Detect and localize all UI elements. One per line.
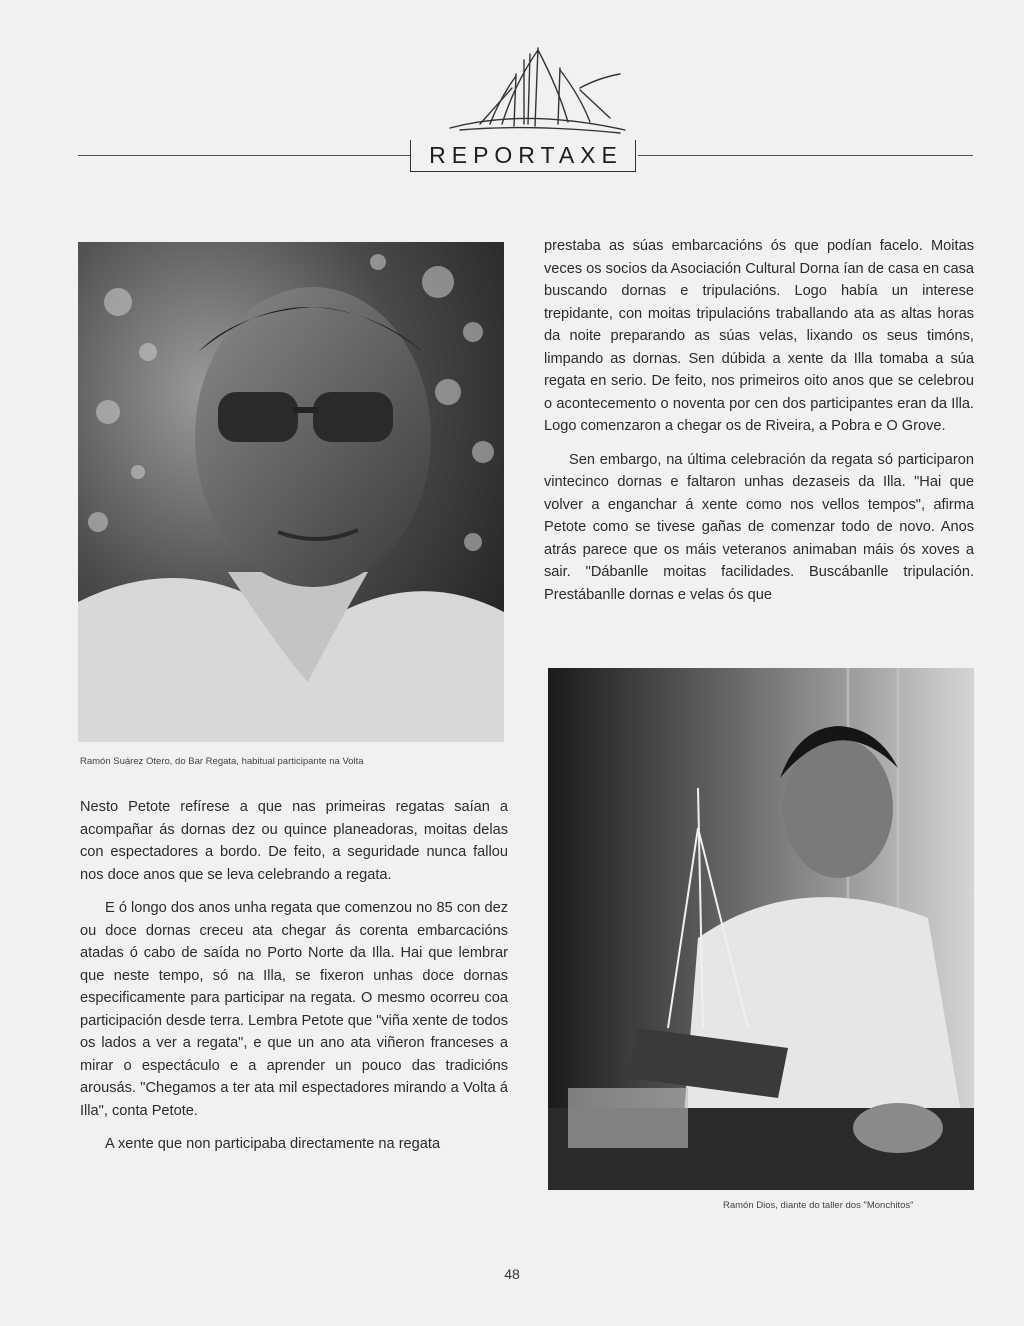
photo-caption: Ramón Suárez Otero, do Bar Regata, habitual participante na Volta — [80, 756, 364, 767]
article-paragraph: E ó longo dos anos unha regata que comenzou no 85 con dez ou doce dornas creceu ata chegar ás corenta embarcacións atadas ó cabo de saída no Porto Norte da Illa. Hai que lembrar que neste tempo, só na Illa, se fixeron unhas doce dornas especificamente para participar na regata. O mesmo ocorreu coa participación desde terra. Lembra Petote que "viña xente de todos os lados a ver a regata", e que un ano ata viñeron franceses a mirar o espectáculo e a aprender un pouco das tradicións arousás. "Chegamos a ter ata mil espectadores mirando a Volta á Illa", conta Petote. — [80, 900, 508, 1119]
article-column-right — [544, 235, 974, 617]
section-title: REPORTAXE — [429, 142, 623, 168]
page-number: 48 — [504, 1266, 520, 1282]
header-rule-right — [638, 155, 973, 156]
article-paragraph: Nesto Petote refírese a que nas primeiras regatas saían a acompañar ás dornas dez ou quince planeadoras, moitas delas con espectadores a bordo. De feito, a seguridade nunca fallou nos doce anos que se leva celebrando a regata. — [80, 799, 508, 883]
article-paragraph: A xente que non participaba directamente na regata — [105, 1136, 441, 1152]
photo-ramon-suarez-otero — [78, 242, 504, 742]
photo-caption: Ramón Dios, diante do taller dos "Monchitos" — [723, 1200, 914, 1211]
header-rule-left — [78, 155, 410, 156]
article-paragraph: Sen embargo, na última celebración da regata só participaron vintecinco dornas e faltaron unhas dezaseis da Illa. "Hai que volver a enganchar á xente como nos vellos tempos", afirma Petote como se tivese gañas de comenzar todo de novo. Anos atrás parece que os máis veteranos animaban máis ós xoves a sair. "Dábanlle moitas facilidades. Buscábanlle tripulación. Prestábanlle dornas e velas ós que — [544, 451, 974, 603]
article-paragraph: prestaba as súas embarcacións ós que podían facelo. Moitas veces os socios da Asociación Cultural Dorna ían de casa en casa buscando dornas e tripulacións. Logo había un interese trepidante, con moitas tripulacións traballando ata as altas horas da noite preparando as súas velas, lixando os seus timóns, limpando as dornas. Sen dúbida a xente da Illa tomaba a súa regata en serio. De feito, nos primeiros oito anos que se celebrou o acontecemento o noventa por cen dos participantes eran da Illa. Logo comenzaron a chegar os de Riveira, a Pobra e O Grove. — [544, 238, 974, 434]
sailboat-logo — [420, 38, 630, 136]
section-header — [410, 140, 636, 172]
article-column-left — [80, 796, 508, 1167]
photo-ramon-dios — [548, 668, 974, 1190]
